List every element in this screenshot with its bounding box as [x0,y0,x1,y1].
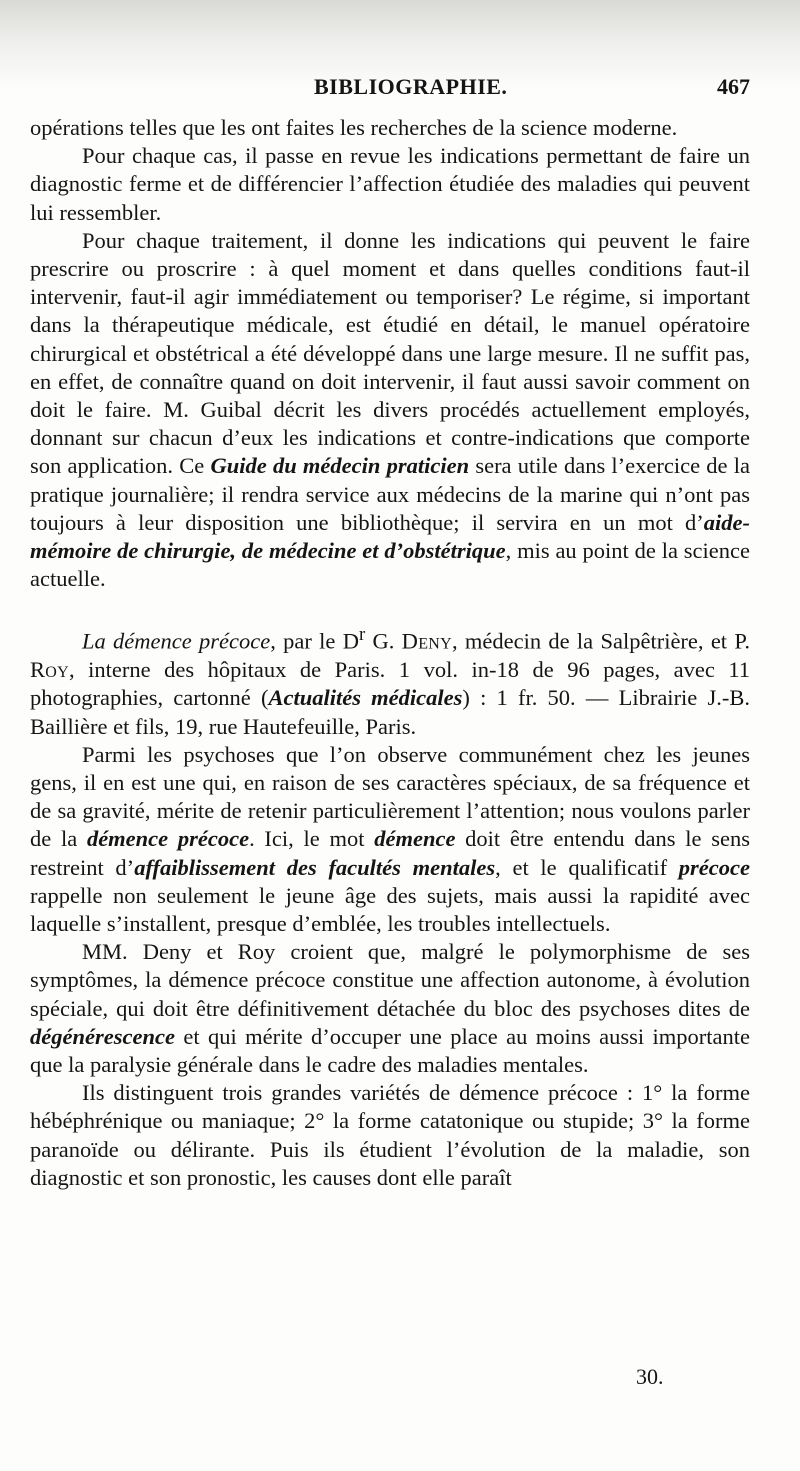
paragraph-continuation: opérations telles que les ont faites les recherches de la science moderne. [30,115,678,140]
author-roy: Roy [30,657,70,683]
aide-memoire-phrase: aide-mémoire de chirurgie, de médecine et d’obstétrique [30,509,750,564]
paragraph-treatment: Pour chaque traitement, il donne les indications qui peuvent le faire prescrire ou proscrire : à quel moment et dans quelles conditions faut-il intervenir, faut-il agir immédiatement ou temporiser? Le régime, si important dans la thérapeutique médicale, est étudié en détail, le manuel opératoire chirurgical et obstétrical a été développé dans une large mesure. Il ne suffit pas, en effet, de connaître quand on doit intervenir, il faut aussi savoir comment on doit le faire. M. Guibal décrit les divers procédés actuellement employés, donnant sur chacun d’eux les indications et contre-indications que comporte son application. Ce Guide du médecin praticien sera utile dans l’exercice de la pratique journalière; il rendra service aux médecins de la marine qui n’ont pas toujours à leur disposition une bibliothèque; il servira en un mot d’aide-mémoire de chirurgie, de médecine et d’obstétrique, mis au point de la science actuelle. [30,227,750,592]
running-title: BIBLIOGRAPHIE. [314,74,508,99]
signature-mark: 30. [636,1364,664,1389]
review-entry-heading: La démence précoce, par le $D^r$ G. Deny, médecin de la Salpêtrière, et P. Roy, interne des hôpitaux de Paris. 1 vol. in-18 de 96 pages, avec 11 photographies, cartonné (Actualités médicales) : 1 fr. 50. — Librairie J.-B. Baillière et fils, 19, rue Hautefeuille, Paris. [30,624,751,739]
paragraph-diagnostic: Pour chaque cas, il passe en revue les indications permettant de faire un diagnostic ferme et de différencier l’affection étudiée des maladies qui peuvent lui ressembler. [30,143,750,225]
book-title-guide: Guide du médecin praticien [210,453,470,479]
author-deny: Deny [401,628,452,654]
page-number: 467 [717,74,750,99]
series-title: Actualités médicales [268,685,463,711]
body-text [30,114,750,1192]
paragraph-psychoses: Parmi les psychoses que l’on observe communément chez les jeunes gens, il en est une qui, en raison de ses caractères spéciaux, de sa fréquence et de sa gravité, mérite de retenir particulièrement l’attention; nous voulons parler de la démence précoce. Ici, le mot démence doit être entendu dans le sens restreint d’affaiblissement des facultés mentales, et le qualificatif précoce rappelle non seulement le jeune âge des sujets, mais aussi la rapidité avec laquelle s’installent, presque d’emblée, les troubles intellectuels. [30,741,750,936]
paragraph-varieties: Ils distinguent trois grandes variétés de démence précoce : 1° la forme hébéphrénique ou maniaque; 2° la forme catatonique ou stupide; 3° la forme paranoïde ou délirante. Puis ils étudient l’évolution de la maladie, son diagnostic et son pronostic, les causes dont elle paraît [30,1080,750,1190]
paragraph-autonomy: MM. Deny et Roy croient que, malgré le polymorphisme de ses symptômes, la démence précoce constitue une affection autonome, à évolution spéciale, qui doit être définitivement détachée du bloc des psychoses dites de dégénérescence et qui mérite d’occuper une place au moins aussi importante que la paralysie générale dans le cadre des maladies mentales. [30,939,750,1077]
book-title-demence: La démence précoce [82,628,271,654]
page-header [22,74,750,104]
